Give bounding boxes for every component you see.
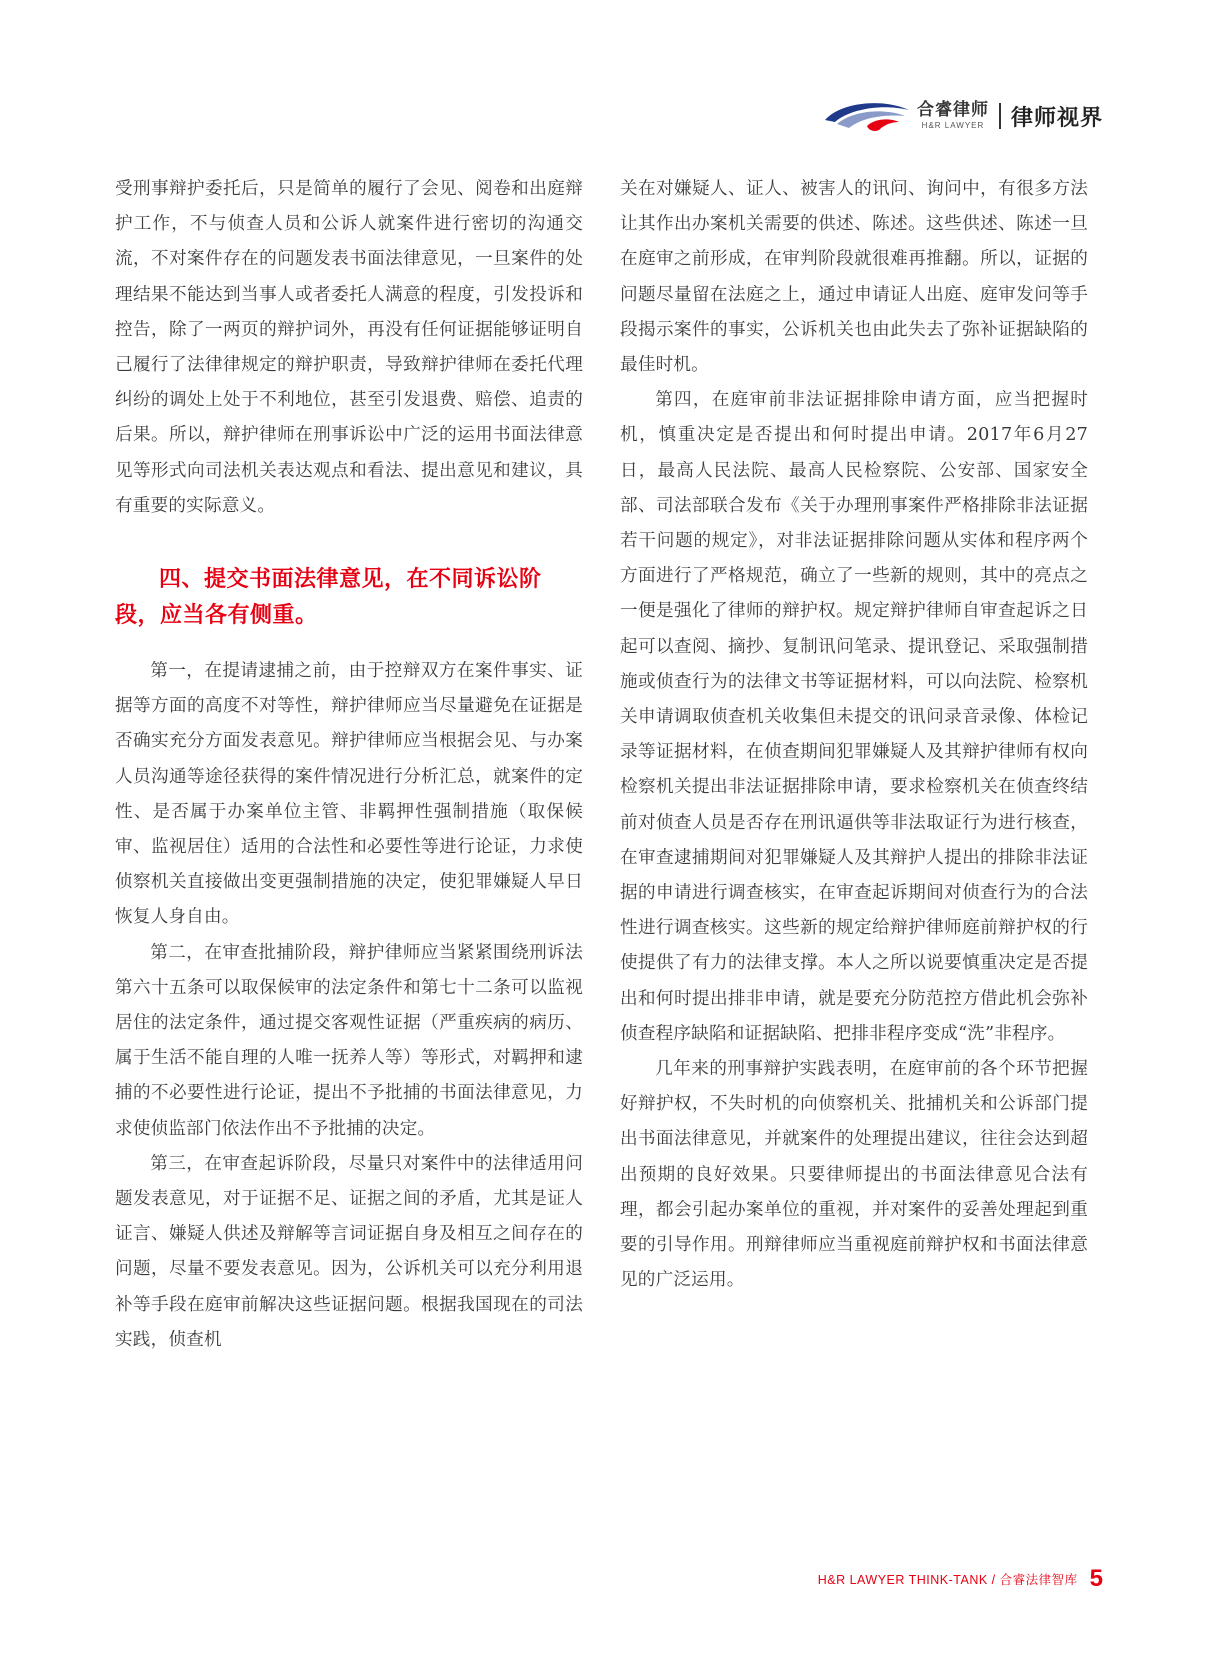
logo-chinese-name: 合睿律师: [916, 100, 989, 120]
body-paragraph: 受刑事辩护委托后，只是简单的履行了会见、阅卷和出庭辩护工作，不与侦查人员和公诉人就案件进行密切的沟通交流，不对案件存在的问题发表书面法律意见，一旦案件的处理结果不能达到当事人或者委托人满意的程度，引发投诉和控告，除了一两页的辩护词外，再没有任何证据能够证明自己履行了法律律规定的辩护职责，导致辩护律师在委托代理纠纷的调处上处于不利地位，甚至引发退费、赔偿、追责的后果。所以，辩护律师在刑事诉讼中广泛的运用书面法律意见等形式向司法机关表达观点和看法、提出意见和建议，具有重要的实际意义。: [115, 179, 583, 516]
logo-text: [917, 102, 989, 130]
section-title: 律师视界: [1010, 105, 1103, 131]
left-column: [115, 172, 583, 1358]
hr-logo-swoosh-icon: [821, 96, 911, 136]
footer-publication-name: H&R LAWYER THINK-TANK / 合睿法律智库: [817, 1573, 1078, 1587]
body-paragraph: 几年来的刑事辩护实践表明，在庭审前的各个环节把握好辩护权，不失时机的向侦察机关、批捕机关和公诉部门提出书面法律意见，并就案件的处理提出建议，往往会达到超出预期的良好效果。只要律师提出的书面法律意见合法有理，都会引起办案单位的重视，并对案件的妥善处理起到重要的引导作用。刑辩律师应当重视庭前辩护权和书面法律意见的广泛运用。: [620, 1059, 1088, 1291]
page-number: 5: [1089, 1565, 1103, 1592]
header-divider: [999, 103, 1001, 129]
page-footer: [818, 1567, 1103, 1591]
section-heading: 四、提交书面法律意见，在不同诉讼阶段，应当各有侧重。: [115, 567, 542, 629]
body-paragraph: 第一，在提请逮捕之前，由于控辩双方在案件事实、证据等方面的高度不对等性，辩护律师应当尽量避免在证据是否确实充分方面发表意见。辩护律师应当根据会见、与办案人员沟通等途径获得的案件情况进行分析汇总，就案件的定性、是否属于办案单位主管、非羁押性强制措施（取保候审、监视居住）适用的合法性和必要性等进行论证，力求使侦察机关直接做出变更强制措施的决定，使犯罪嫌疑人早日恢复人身自由。: [115, 661, 583, 928]
body-paragraph: 第三，在审查起诉阶段，尽量只对案件中的法律适用问题发表意见，对于证据不足、证据之间的矛盾，尤其是证人证言、嫌疑人供述及辩解等言词证据自身及相互之间存在的问题，尽量不要发表意见。因为，公诉机关可以充分利用退补等手段在庭审前解决这些证据问题。根据我国现在的司法实践，侦查机: [115, 1153, 583, 1350]
body-paragraph: 第四，在庭审前非法证据排除申请方面，应当把握时机，慎重决定是否提出和何时提出申请。2017年6月27日，最高人民法院、最高人民检察院、公安部、国家安全部、司法部联合发布《关于办理刑事案件严格排除非法证据若干问题的规定》，对非法证据排除问题从实体和程序两个方面进行了严格规范，确立了一些新的规则，其中的亮点之一便是强化了律师的辩护权。规定辩护律师自审查起诉之日起可以查阅、摘抄、复制讯问笔录、提讯登记、采取强制措施或侦查行为的法律文书等证据材料，可以向法院、检察机关申请调取侦查机关收集但未提交的讯问录音录像、体检记录等证据材料，在侦查期间犯罪嫌疑人及其辩护律师有权向检察机关提出非法证据排除申请，要求检察机关在侦查终结前对侦查人员是否存在刑讯逼供等非法取证行为进行核查，在审查逮捕期间对犯罪嫌疑人及其辩护人提出的排除非法证据的申请进行调查核实，在审查起诉期间对侦查行为的合法性进行调查核实。这些新的规定给辩护律师庭前辩护权的行使提供了有力的法律支撑。本人之所以说要慎重决定是否提出和何时提出排非申请，就是要充分防范控方借此机会弥补侦查程序缺陷和证据缺陷、把排非程序变成“洗”非程序。: [620, 390, 1088, 1044]
body-paragraph: 第二，在审查批捕阶段，辩护律师应当紧紧围绕刑诉法第六十五条可以取保候审的法定条件和第七十二条可以监视居住的法定条件，通过提交客观性证据（严重疾病的病历、属于生活不能自理的人唯一抚养人等）等形式，对羁押和逮捕的不必要性进行论证，提出不予批捕的书面法律意见，力求使侦监部门依法作出不予批捕的决定。: [115, 942, 583, 1139]
right-column: [620, 172, 1088, 1299]
body-paragraph: 关在对嫌疑人、证人、被害人的讯问、询问中，有很多方法让其作出办案机关需要的供述、陈述。这些供述、陈述一旦在庭审之前形成，在审判阶段就很难再推翻。所以，证据的问题尽量留在法庭之上，通过申请证人出庭、庭审发问等手段揭示案件的事实，公诉机关也由此失去了弥补证据缺陷的最佳时机。: [620, 179, 1088, 376]
page-header: [821, 96, 1103, 136]
logo-english-name: H&R LAWYER: [921, 121, 985, 130]
